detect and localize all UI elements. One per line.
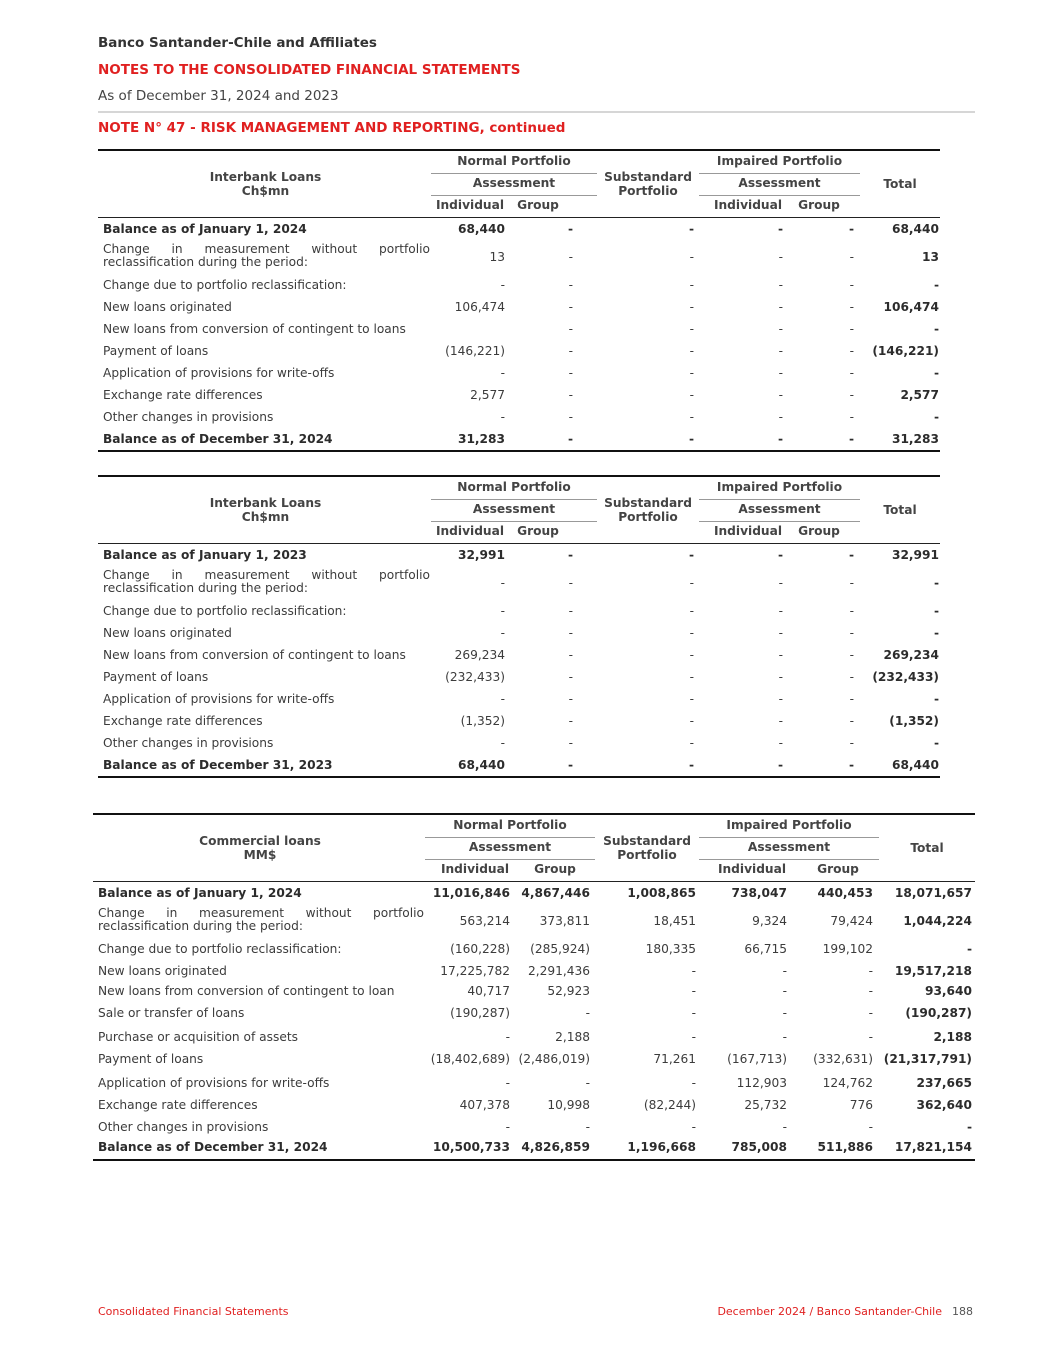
row-total: (146,221) — [872, 344, 939, 358]
row-value: - — [568, 410, 573, 424]
group-header: Group — [534, 862, 576, 876]
row-label: Other changes in provisions — [103, 410, 274, 424]
row-total: 13 — [922, 250, 939, 264]
row-value: - — [568, 626, 573, 640]
row-total: - — [933, 322, 939, 336]
row-value: - — [778, 736, 783, 750]
row-value: 738,047 — [731, 886, 787, 900]
row-value: 440,453 — [817, 886, 873, 900]
row-value: 71,261 — [653, 1052, 696, 1066]
row-value: - — [691, 1076, 696, 1090]
row-value: (285,924) — [530, 942, 590, 956]
row-value: - — [689, 388, 694, 402]
row-value: 407,378 — [459, 1098, 510, 1112]
row-value: - — [778, 300, 783, 314]
row-value: 4,867,446 — [521, 886, 590, 900]
row-value: - — [849, 714, 854, 728]
individual-header: Individual — [717, 862, 787, 876]
note-title: NOTE N° 47 - RISK MANAGEMENT AND REPORTING, continued — [98, 120, 566, 136]
table — [93, 813, 975, 1161]
row-value: - — [778, 648, 783, 662]
assessment-header: Assessment — [747, 840, 831, 854]
row-value: - — [691, 984, 696, 998]
row-label: Balance as of January 1, 2024 — [103, 222, 307, 236]
row-value: - — [689, 576, 694, 590]
row-value: - — [849, 626, 854, 640]
header-underline — [699, 837, 879, 838]
row-value: - — [689, 604, 694, 618]
row-total: (190,287) — [905, 1006, 972, 1020]
row-label: New loans originated — [98, 964, 227, 978]
row-value: - — [689, 250, 694, 264]
row-value: - — [782, 1120, 787, 1134]
footer-right — [717, 1305, 973, 1318]
total-header: Total — [910, 841, 944, 855]
row-value: 32,991 — [457, 548, 505, 562]
row-value: 79,424 — [830, 914, 873, 928]
row-value: - — [848, 432, 854, 446]
row-value: - — [778, 366, 783, 380]
row-label: Change in measurement without portfolio reclassification during the period: — [103, 568, 430, 595]
impaired-portfolio-header: Impaired Portfolio — [716, 154, 843, 168]
row-value: 18,451 — [653, 914, 696, 928]
assessment-header: Assessment — [738, 502, 821, 516]
row-value: - — [688, 432, 694, 446]
row-label: Other changes in provisions — [98, 1120, 269, 1134]
row-value: - — [500, 736, 505, 750]
row-label: New loans from conversion of contingent to loan — [98, 984, 395, 998]
row-value: - — [505, 1030, 510, 1044]
row-label: New loans from conversion of contingent to loans — [103, 322, 406, 336]
impaired-portfolio-header: Impaired Portfolio — [716, 480, 843, 494]
header-underline — [431, 499, 597, 500]
row-value: - — [688, 222, 694, 236]
group-header: Group — [517, 198, 559, 212]
row-value: - — [782, 1030, 787, 1044]
row-value: 180,335 — [645, 942, 696, 956]
row-label: Change due to portfolio reclassification: — [98, 942, 342, 956]
row-value: - — [689, 692, 694, 706]
row-value: - — [777, 548, 783, 562]
row-value: - — [568, 714, 573, 728]
group-header: Group — [798, 198, 840, 212]
header-underline — [699, 173, 860, 174]
row-value: - — [849, 736, 854, 750]
row-total: - — [933, 626, 939, 640]
header-underline — [431, 521, 597, 522]
company-name: Banco Santander-Chile and Affiliates — [98, 35, 377, 51]
row-value: - — [778, 344, 783, 358]
row-value: 269,234 — [454, 648, 505, 662]
row-total: 269,234 — [883, 648, 939, 662]
row-value: - — [849, 604, 854, 618]
individual-header: Individual — [713, 198, 783, 212]
row-value: 25,732 — [744, 1098, 787, 1112]
row-total: 18,071,657 — [894, 886, 972, 900]
normal-portfolio-header: Normal Portfolio — [457, 154, 571, 168]
row-value: 31,283 — [457, 432, 505, 446]
row-value: - — [848, 548, 854, 562]
row-value: 17,225,782 — [440, 964, 510, 978]
row-total: 106,474 — [883, 300, 939, 314]
row-value: - — [689, 322, 694, 336]
row-value: - — [568, 736, 573, 750]
as-of-date: As of December 31, 2024 and 2023 — [98, 88, 339, 104]
row-label: Balance as of January 1, 2023 — [103, 548, 307, 562]
row-value: (2,486,019) — [518, 1052, 590, 1066]
row-value: - — [689, 626, 694, 640]
row-value: - — [849, 670, 854, 684]
row-value: 11,016,846 — [432, 886, 510, 900]
row-value: - — [568, 670, 573, 684]
row-total: 32,991 — [891, 548, 939, 562]
substandard-header: Substandard Portfolio — [604, 170, 692, 198]
row-value: - — [849, 322, 854, 336]
row-total: - — [933, 604, 939, 618]
header-underline — [431, 195, 597, 196]
row-value: - — [500, 604, 505, 618]
group-header: Group — [817, 862, 859, 876]
row-value: - — [505, 1076, 510, 1090]
row-total: 31,283 — [891, 432, 939, 446]
row-value: 66,715 — [744, 942, 787, 956]
group-header: Group — [517, 524, 559, 538]
row-value: - — [500, 576, 505, 590]
assessment-header: Assessment — [472, 502, 556, 516]
row-value: - — [567, 758, 573, 772]
row-value: - — [868, 984, 873, 998]
assessment-header: Assessment — [738, 176, 821, 190]
header-underline — [425, 837, 595, 838]
row-label: Exchange rate differences — [103, 714, 263, 728]
header-divider — [98, 111, 975, 113]
row-value: - — [500, 366, 505, 380]
row-value: - — [568, 278, 573, 292]
row-value: - — [568, 250, 573, 264]
row-total: 2,188 — [933, 1030, 972, 1044]
row-value: 511,886 — [817, 1140, 873, 1154]
row-value: - — [778, 410, 783, 424]
row-value: 13 — [489, 250, 505, 264]
row-value: - — [849, 278, 854, 292]
row-value: - — [568, 300, 573, 314]
row-value: - — [849, 344, 854, 358]
row-value: - — [778, 714, 783, 728]
row-value: - — [848, 222, 854, 236]
row-value: - — [778, 278, 783, 292]
row-value: 68,440 — [457, 758, 505, 772]
substandard-header: Substandard Portfolio — [603, 834, 691, 862]
row-value: (18,402,689) — [430, 1052, 510, 1066]
row-value: - — [778, 604, 783, 618]
row-total: 17,821,154 — [894, 1140, 972, 1154]
row-value: - — [585, 1120, 590, 1134]
row-value: - — [777, 222, 783, 236]
row-label: Application of provisions for write-offs — [103, 366, 335, 380]
total-header: Total — [883, 177, 917, 191]
row-value: 2,577 — [470, 388, 505, 402]
row-value: - — [782, 964, 787, 978]
row-value: 112,903 — [736, 1076, 787, 1090]
individual-header: Individual — [435, 198, 505, 212]
table-unit: MM$ — [243, 848, 277, 862]
row-total: 68,440 — [891, 222, 939, 236]
row-value: - — [691, 1120, 696, 1134]
header-bottom-rule — [98, 543, 940, 544]
row-value: - — [782, 1006, 787, 1020]
table-title: Interbank Loans — [209, 496, 322, 510]
row-value: - — [585, 1006, 590, 1020]
row-value: 199,102 — [822, 942, 873, 956]
row-value: - — [689, 366, 694, 380]
row-total: 68,440 — [891, 758, 939, 772]
row-total: 2,577 — [900, 388, 939, 402]
group-header: Group — [798, 524, 840, 538]
row-value: (332,631) — [813, 1052, 873, 1066]
row-label: Balance as of December 31, 2024 — [103, 432, 333, 446]
row-total: (1,352) — [889, 714, 939, 728]
header-underline — [425, 859, 595, 860]
row-value: - — [688, 548, 694, 562]
row-value: - — [500, 626, 505, 640]
row-total: (232,433) — [872, 670, 939, 684]
row-value: - — [689, 648, 694, 662]
row-value: 785,008 — [731, 1140, 787, 1154]
row-value: 2,188 — [555, 1030, 590, 1044]
row-value: (160,228) — [450, 942, 510, 956]
row-total: 19,517,218 — [894, 964, 972, 978]
row-value: - — [849, 388, 854, 402]
row-value: 563,214 — [459, 914, 510, 928]
row-value: - — [849, 410, 854, 424]
row-value: - — [568, 604, 573, 618]
row-value: - — [777, 758, 783, 772]
row-value: (146,221) — [445, 344, 505, 358]
row-value: (167,713) — [727, 1052, 787, 1066]
row-label: Balance as of December 31, 2023 — [103, 758, 333, 772]
row-value: - — [848, 758, 854, 772]
row-value: 40,717 — [467, 984, 510, 998]
row-value: 373,811 — [539, 914, 590, 928]
row-total: - — [933, 692, 939, 706]
row-value: - — [568, 576, 573, 590]
row-value: 776 — [849, 1098, 873, 1112]
row-label: Exchange rate differences — [98, 1098, 258, 1112]
row-value: 10,998 — [547, 1098, 590, 1112]
row-label: Payment of loans — [103, 344, 209, 358]
row-value: - — [689, 300, 694, 314]
row-value: - — [691, 1030, 696, 1044]
row-value: - — [568, 388, 573, 402]
row-value: - — [505, 1120, 510, 1134]
row-total: - — [933, 366, 939, 380]
row-value: - — [691, 964, 696, 978]
row-value: - — [778, 626, 783, 640]
header-underline — [699, 499, 860, 500]
header-underline — [699, 195, 860, 196]
row-value: (190,287) — [450, 1006, 510, 1020]
row-label: Balance as of December 31, 2024 — [98, 1140, 328, 1154]
row-value: (1,352) — [460, 714, 505, 728]
table — [98, 475, 940, 778]
header-underline — [699, 859, 879, 860]
row-value: - — [567, 548, 573, 562]
individual-header: Individual — [713, 524, 783, 538]
assessment-header: Assessment — [468, 840, 552, 854]
row-value: 1,196,668 — [627, 1140, 696, 1154]
row-value: - — [868, 964, 873, 978]
row-total: - — [933, 736, 939, 750]
row-value: 10,500,733 — [432, 1140, 510, 1154]
individual-header: Individual — [435, 524, 505, 538]
row-value: - — [585, 1076, 590, 1090]
row-value: - — [691, 1006, 696, 1020]
row-value: - — [778, 576, 783, 590]
row-value: - — [567, 222, 573, 236]
header-underline — [431, 173, 597, 174]
row-value: - — [778, 388, 783, 402]
row-value: - — [568, 322, 573, 336]
table-title: Commercial loans — [199, 834, 321, 848]
row-value: - — [500, 410, 505, 424]
row-total: - — [966, 1120, 972, 1134]
row-value: 4,826,859 — [521, 1140, 590, 1154]
table-title: Interbank Loans — [209, 170, 322, 184]
normal-portfolio-header: Normal Portfolio — [453, 818, 567, 832]
page-number: 188 — [952, 1305, 973, 1318]
assessment-header: Assessment — [472, 176, 556, 190]
row-total: 237,665 — [916, 1076, 972, 1090]
table-unit: Ch$mn — [241, 184, 290, 198]
row-value: (232,433) — [445, 670, 505, 684]
row-value: - — [868, 1030, 873, 1044]
total-header: Total — [883, 503, 917, 517]
individual-header: Individual — [440, 862, 510, 876]
row-value: 52,923 — [547, 984, 590, 998]
row-value: - — [778, 692, 783, 706]
row-value: 2,291,436 — [527, 964, 590, 978]
table — [98, 149, 940, 452]
row-label: Payment of loans — [98, 1052, 204, 1066]
row-value: - — [689, 736, 694, 750]
row-value: 68,440 — [457, 222, 505, 236]
row-label: New loans from conversion of contingent to loans — [103, 648, 406, 662]
row-value: - — [568, 692, 573, 706]
footer-right-text: December 2024 / Banco Santander-Chile — [717, 1305, 942, 1318]
row-value: - — [689, 344, 694, 358]
row-total: 362,640 — [916, 1098, 972, 1112]
row-value: - — [849, 692, 854, 706]
row-value: - — [689, 278, 694, 292]
row-value: - — [849, 648, 854, 662]
row-value: - — [778, 250, 783, 264]
row-label: Exchange rate differences — [103, 388, 263, 402]
row-label: Change due to portfolio reclassification: — [103, 604, 347, 618]
table-unit: Ch$mn — [241, 510, 290, 524]
row-total: - — [933, 278, 939, 292]
header-underline — [699, 521, 860, 522]
row-value: - — [568, 344, 573, 358]
row-label: Purchase or acquisition of assets — [98, 1030, 298, 1044]
row-total: - — [933, 576, 939, 590]
row-value: 1,008,865 — [627, 886, 696, 900]
row-label: Application of provisions for write-offs — [98, 1076, 330, 1090]
row-value: - — [782, 984, 787, 998]
row-value: - — [868, 1120, 873, 1134]
row-label: Sale or transfer of loans — [98, 1006, 245, 1020]
row-value: - — [568, 366, 573, 380]
row-label: New loans originated — [103, 300, 232, 314]
row-value: - — [849, 366, 854, 380]
impaired-portfolio-header: Impaired Portfolio — [726, 818, 852, 832]
normal-portfolio-header: Normal Portfolio — [457, 480, 571, 494]
row-value: - — [849, 576, 854, 590]
row-total: - — [966, 942, 972, 956]
row-label: Other changes in provisions — [103, 736, 274, 750]
row-value: 124,762 — [822, 1076, 873, 1090]
row-label: Application of provisions for write-offs — [103, 692, 335, 706]
row-value: - — [500, 278, 505, 292]
row-total: - — [933, 410, 939, 424]
row-value: 106,474 — [454, 300, 505, 314]
row-value: - — [689, 714, 694, 728]
row-value: - — [849, 250, 854, 264]
row-value: - — [500, 692, 505, 706]
row-value: - — [689, 410, 694, 424]
row-value: 9,324 — [752, 914, 787, 928]
row-value: (82,244) — [643, 1098, 696, 1112]
header-bottom-rule — [93, 881, 975, 882]
row-value: - — [688, 758, 694, 772]
row-value: - — [567, 432, 573, 446]
footer-left: Consolidated Financial Statements — [98, 1305, 289, 1318]
notes-title: NOTES TO THE CONSOLIDATED FINANCIAL STATEMENTS — [98, 62, 521, 78]
row-total: (21,317,791) — [883, 1052, 972, 1066]
row-total: 93,640 — [924, 984, 972, 998]
row-label: Change due to portfolio reclassification: — [103, 278, 347, 292]
row-label: Change in measurement without portfolio reclassification during the period: — [98, 906, 424, 933]
row-label: Balance as of January 1, 2024 — [98, 886, 302, 900]
substandard-header: Substandard Portfolio — [604, 496, 692, 524]
row-value: - — [777, 432, 783, 446]
row-total: 1,044,224 — [903, 914, 972, 928]
row-label: Change in measurement without portfolio reclassification during the period: — [103, 242, 430, 269]
row-value: - — [868, 1006, 873, 1020]
row-value: - — [778, 670, 783, 684]
header-bottom-rule — [98, 217, 940, 218]
row-label: New loans originated — [103, 626, 232, 640]
row-value: - — [689, 670, 694, 684]
row-value: - — [778, 322, 783, 336]
row-label: Payment of loans — [103, 670, 209, 684]
row-value: - — [849, 300, 854, 314]
row-value: - — [568, 648, 573, 662]
